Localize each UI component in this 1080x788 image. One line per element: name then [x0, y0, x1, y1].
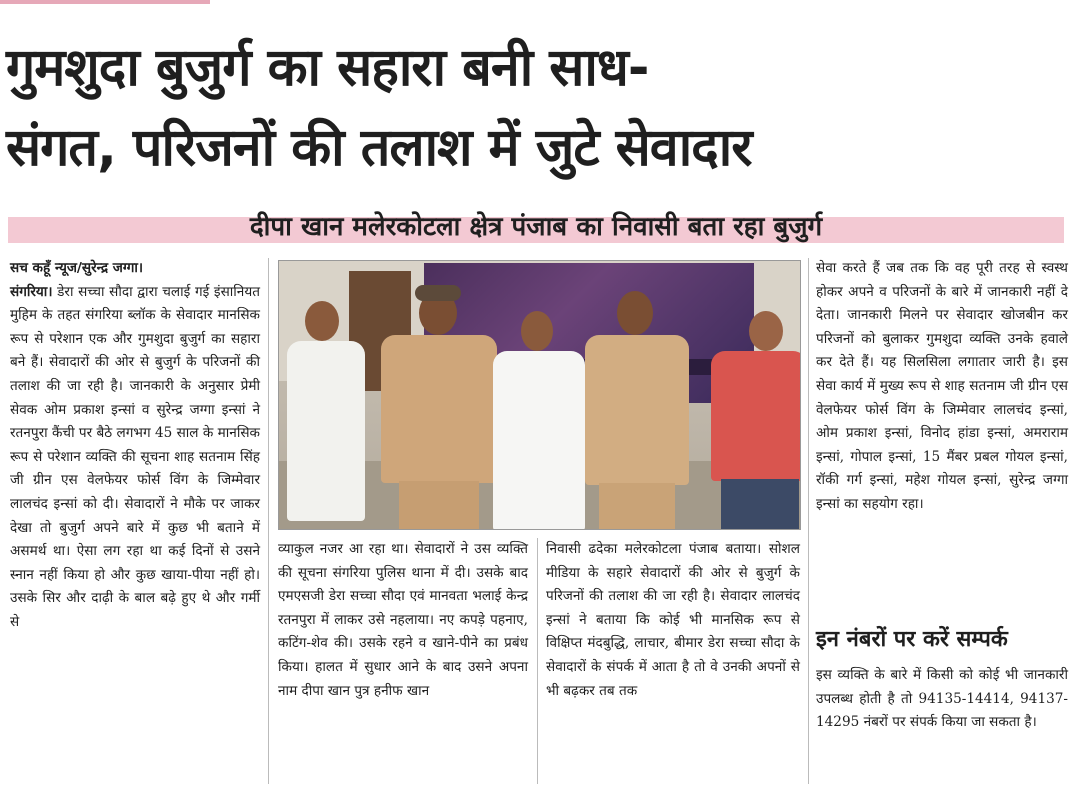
top-accent-bar — [0, 0, 210, 4]
article-column-3 — [546, 538, 800, 788]
headline-line-1: गुमशुदा बुजुर्ग का सहारा बनी साध- — [6, 38, 649, 98]
column-4-text: सेवा करते हैं जब तक कि वह पूरी तरह से स्वस्थ होकर अपने व परिजनों के बारे में जानकारी नहीं दे देता। जानकारी मिलने पर सेवादार खोजबीन कर परिजनों को बुलाकर गुमशुदा व्यक्ति उनके हवाले कर देते हैं। यह सिलसिला लगातार जारी है। इस सेवा कार्य में मुख्य रूप से शाह सतनाम जी ग्रीन एस वेलफेयर फोर्स विंग के जिम्मेवार लालचंद इन्सां, ओम प्रकाश इन्सां, विनोद हांडा इन्सां, अमराराम इन्सां, गोपाल इन्सां, 15 मैंबर प्रबल गोयल इन्सां, रॉकी गर्ग इन्सां, महेश गोयल इन्सां, सुरेन्द्र जग्गा इन्सां का सहयोग रहा। — [816, 260, 1068, 512]
article-column-1 — [10, 257, 260, 787]
column-1-text: डेरा सच्चा सौदा द्वारा चलाई गई इंसानियत मुहिम के तहत संगरिया ब्लॉक के सेवादार मानसिक रूप से परेशान एक और गुमशुदा बुजुर्ग का सहारा बने हैं। सेवादारों की ओर से बुजुर्ग के परिजनों की तलाश की जा रही है। जानकारी के अनुसार प्रेमी सेवक ओम प्रकाश इन्सां व सुरेन्द्र जग्गा इन्सां ने रतनपुरा कैंची पर बैठे लगभग 45 साल के मानसिक रूप से परेशान व्यक्ति की सूचना शाह सतनाम सिंह जी ग्रीन एस वेलफेयर फोर्स विंग के जिम्मेवार लालचंद इन्सां को दी। सेवादारों ने मौके पर जाकर देखा तो बुजुर्ग अपने बारे में कुछ भी बताने में असमर्थ था। ऐसा लग रहा था कई दिनों से उसने स्नान नहीं किया हो और कुछ खाया-पीया नहीं हो। उसके सिर और दाढ़ी के बाल बढ़े हुए थे और गर्मी से — [10, 283, 260, 630]
column-divider — [537, 538, 538, 784]
contact-box-heading: इन नंबरों पर करें सम्पर्क — [816, 627, 1008, 652]
dateline: संगरिया। — [10, 283, 53, 300]
article-column-2 — [278, 538, 528, 788]
subheadline: दीपा खान मलेरकोटला क्षेत्र पंजाब का निवासी बता रहा बुजुर्ग — [249, 212, 823, 242]
column-2-text: व्याकुल नजर आ रहा था। सेवादारों ने उस व्यक्ति की सूचना संगरिया पुलिस थाना में दी। उसके बाद एमएसजी डेरा सच्चा सौदा एवं मानवता भलाई केन्द्र रतनपुरा में लाकर उसे नहलाया। नए कपड़े पहनाए, कटिंग-शेव की। उसके रहने व खाने-पीने का प्रबंध किया। हालत में सुधार आने के बाद उसने अपना नाम दीपा खान पुत्र हनीफ खान — [278, 541, 528, 699]
column-divider — [808, 258, 809, 784]
byline: सच कहूँ न्यूज/सुरेन्द्र जग्गा। — [10, 260, 144, 276]
headline — [6, 28, 1076, 188]
news-photo — [278, 260, 801, 530]
column-3-text: निवासी ढदेका मलेरकोटला पंजाब बताया। सोशल मीडिया के सहारे सेवादारों की ओर से बुजुर्ग के परिजनों की तलाश की जा रही है। सेवादार लालचंद इन्सां ने बताया कि कोई भी मानसिक रूप से विक्षिप्त मंदबुद्धि, लाचार, बीमार डेरा सच्चा सौदा के सेवादारों के संपर्क में आता है तो वे उनकी अपनों से भी बढ़कर तब तक — [546, 541, 800, 699]
headline-line-2: संगत, परिजनों की तलाश में जुटे सेवादार — [6, 118, 752, 178]
contact-box-text — [816, 664, 1068, 784]
article-column-4 — [816, 257, 1068, 617]
column-divider — [268, 258, 269, 784]
contact-box-body: इस व्यक्ति के बारे में किसी को कोई भी जानकारी उपलब्ध होती है तो 94135-14414, 94137-14295 नंबरों पर संपर्क किया जा सकता है। — [816, 667, 1068, 731]
